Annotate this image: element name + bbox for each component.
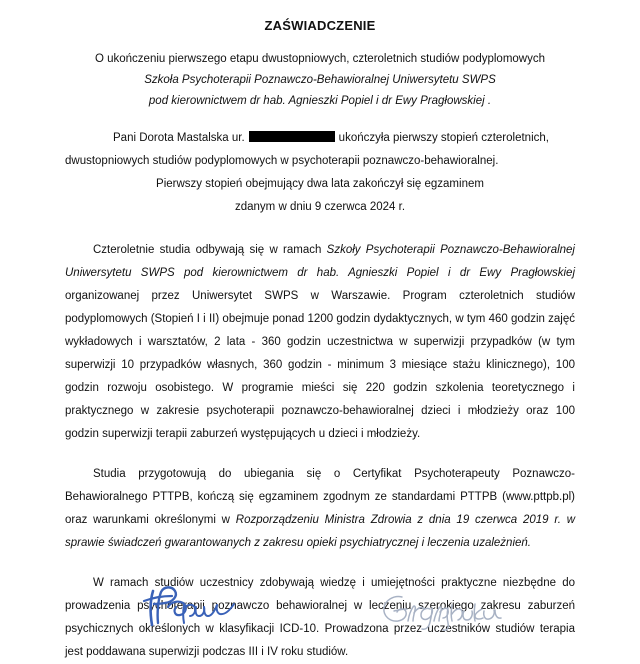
document-body [65, 0, 575, 664]
header-block [65, 49, 575, 112]
redacted-birth-date-bar [249, 131, 335, 142]
p1-text-italic: Szkoły Psychoterapii Poznawczo-Behawioralnej Uniwersytetu SWPS pod kierownictwem dr hab. Agnieszki Popiel i dr Ewy Pragłowskiej [65, 244, 575, 279]
recipient-name-line [65, 127, 575, 150]
header-line-directors: pod kierownictwem dr hab. Agnieszki Popiel i dr Ewy Pragłowskiej . [148, 95, 492, 107]
paragraph-certificate-requirements [65, 463, 575, 555]
recipient-line-3: Pierwszy stopień obejmujący dwa lata zakończył się egzaminem [156, 178, 484, 190]
recipient-line-2: dwustopniowych studiów podyplomowych w psychoterapii poznawczo-behawioralnej. [65, 155, 499, 167]
signature-popiel-ink [138, 583, 246, 631]
p3-text: W ramach studiów uczestnicy zdobywają wiedzę i umiejętności praktyczne niezbędne do prowadzenia psychoterapii poznawczo behawioralnej w leczeniu szerokiego zakresu zaburzeń psychicznych określonych w klasyfikacji ICD-10. Prowadzona przez uczestników studiów terapia jest poddawana superwizji podczas III i IV roku studiów. [65, 577, 575, 658]
p2-text-italic-regulation: Rozporządzeniu Ministra Zdrowia z dnia 19 czerwca 2019 r. w sprawie świadczeń gwarantowanych z zakresu opieki psychiatrycznej i leczenia uzależnień. [65, 514, 575, 549]
recipient-name-suffix: ukończyła pierwszy stopień czteroletnich, [338, 132, 549, 144]
page-title: ZAŚWIADCZENIE [264, 18, 376, 33]
recipient-name-prefix: Pani Dorota Mastalska ur. [113, 132, 245, 144]
header-line-school: Szkoła Psychoterapii Poznawczo-Behawioralnej Uniwersytetu SWPS [144, 74, 496, 86]
recipient-line-4: zdanym w dniu 9 czerwca 2024 r. [234, 201, 406, 213]
signature-praglowska [378, 591, 508, 638]
signature-area [0, 583, 640, 640]
recipient-block [65, 127, 575, 219]
p1-text-b: organizowanej przez Uniwersytet SWPS w Warszawie. Program czteroletnich studiów podyplomowych (Stopień I i II) obejmuje ponad 1200 godzin dydaktycznych, w tym 460 godzin zajęć wykładowych i warsztatów, 2 lata - 360 godzin uczestnictwa w superwizji przypadków (w tym superwizji 10 przypadków własnych, 360 godzin - minimum 3 miesiące stażu klinicznego), 100 godzin rozwoju osobistego. W programie mieści się 220 godzin szkolenia teoretycznego i praktycznego w zakresie psychoterapii poznawczo-behawioralnej dzieci i młodzieży oraz 100 godzin superwizji terapii zaburzeń występujących u dzieci i młodzieży. [65, 290, 575, 440]
paragraph-program-description [65, 239, 575, 446]
header-line-subtitle: O ukończeniu pierwszego etapu dwustopniowych, czteroletnich studiów podyplomowych [94, 53, 546, 65]
signature-popiel [138, 583, 246, 636]
p2-text-a: Studia przygotowują do ubiegania się o Certyfikat Psychoterapeuty Poznawczo-Behawioralnego PTTPB, kończą się egzaminem zgodnym ze standardami PTTPB (www.pttpb.pl) oraz warunkami określonymi w [65, 468, 575, 526]
signature-praglowska-ink [378, 591, 508, 633]
p1-text-a: Czteroletnie studia odbywają się w ramach [93, 244, 327, 256]
